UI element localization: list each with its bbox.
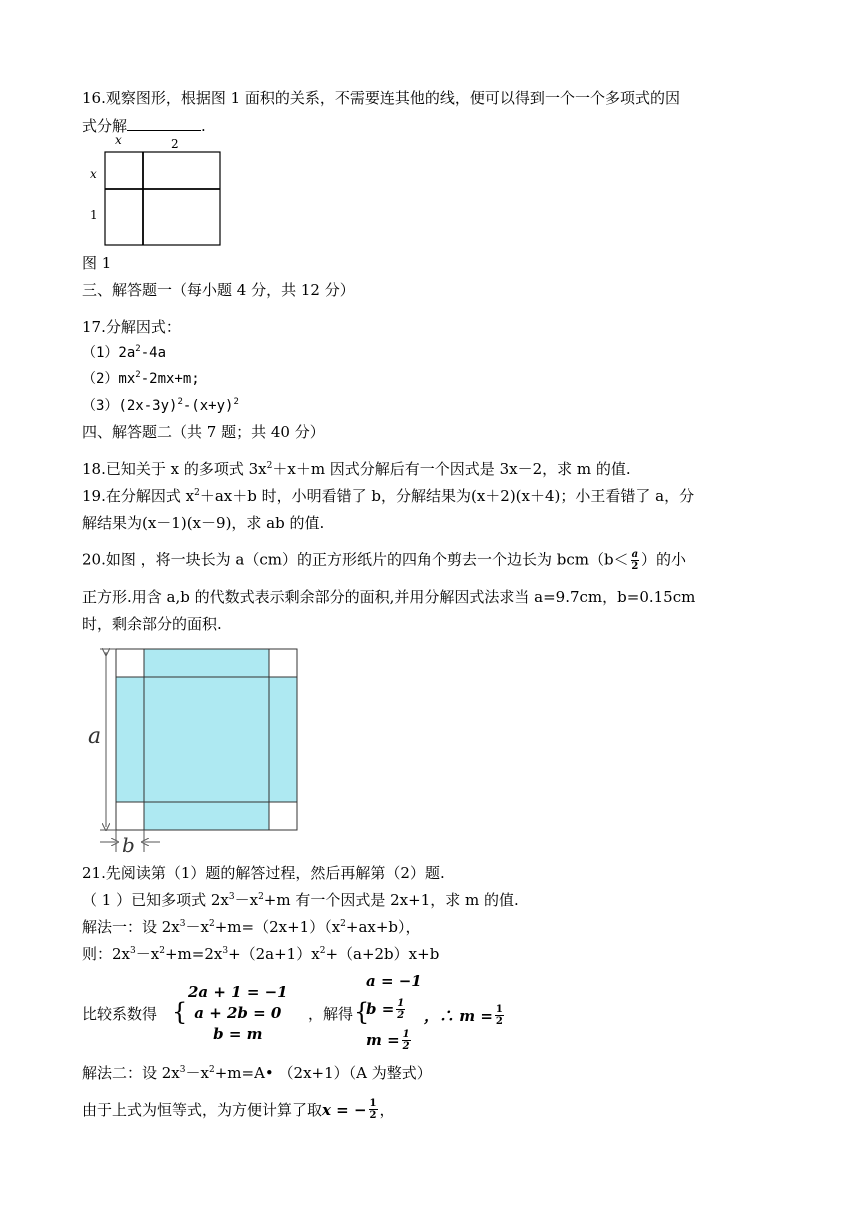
q21-l3-e: +（a+2b）x+b	[325, 945, 440, 963]
q17-p3-sup1: 2	[177, 397, 183, 407]
answer-blank	[127, 116, 201, 131]
q20-line1-b: ）的小	[641, 550, 687, 569]
q21-l2-sup2: 2	[208, 919, 215, 929]
b-frac-num: 1	[397, 997, 405, 1009]
corner-square-bottom-left	[116, 802, 144, 830]
q20-line3: 时，剩余部分的面积.	[82, 615, 222, 633]
q21-l5-c: +m=A• （2x+1）（A 为整式）	[214, 1064, 432, 1082]
q21-l3-sup1: 3	[130, 946, 136, 956]
q20-fraction	[631, 549, 639, 572]
q21-method1-line1	[82, 917, 421, 937]
q17-p3-sup2: 2	[233, 397, 239, 407]
q17-part1	[82, 343, 166, 363]
system-eq2: a + 2b = 0	[194, 1004, 282, 1022]
corner-square-top-right	[269, 649, 297, 677]
q16-line2-text: 式分解	[82, 117, 128, 135]
q21-l5-sup2: 2	[208, 1065, 215, 1075]
fig1-caption: 图 1	[82, 254, 112, 272]
fig1-outer-rect	[105, 152, 220, 245]
q21-l6-end: ，	[379, 1100, 395, 1119]
q18-a: 18.已知关于 x 的多项式 3x	[82, 460, 267, 478]
q17-p1-a: （1）2a	[82, 345, 136, 361]
q21-l2-a: 解法一：设 2x	[82, 918, 180, 936]
therefore-frac-den: 2	[495, 1016, 503, 1027]
compare-label: 比较系数得	[82, 1005, 158, 1023]
q19-a: 19.在分解因式 x	[82, 487, 195, 505]
q17-title: 17.分解因式：	[82, 318, 181, 336]
q18-text	[82, 459, 631, 479]
q21-l5-a: 解法二：设 2x	[82, 1064, 180, 1082]
q21-l2-sup3: 2	[340, 919, 346, 929]
q17-part2	[82, 369, 200, 389]
solution-a: a = −1	[366, 972, 422, 990]
fig1-left-1-label: 1	[90, 208, 98, 222]
dimension-a-label: a	[88, 724, 102, 749]
section4-heading: 四、解答题二（共 7 题；共 40 分）	[82, 423, 325, 441]
q21-l3-d: +（2a+1）x	[228, 945, 320, 963]
q17-p1-b: -4a	[140, 345, 167, 361]
q16-line2-end: .	[201, 117, 206, 135]
b-frac-den: 2	[397, 1009, 405, 1021]
q21-l3-b: －x	[135, 945, 160, 963]
q21-l6-x: x = −	[322, 1100, 367, 1119]
m-frac-den: 2	[402, 1040, 410, 1052]
solution-m	[366, 1025, 422, 1055]
therefore-frac	[495, 1004, 504, 1027]
coefficient-system	[188, 982, 288, 1045]
solution-m-frac	[402, 1029, 411, 1052]
q18-sup: 2	[266, 461, 273, 471]
q19-line2: 解结果为(x－1)(x－9)，求 ab 的值.	[82, 514, 325, 532]
q21-l2-b: －x	[185, 918, 209, 936]
q21-l1-sup1: 3	[228, 892, 235, 902]
q21-l1-b: －x	[234, 891, 259, 909]
q16-line1: 16.观察图形，根据图 1 面积的关系，不需要连其他的线，便可以得到一个一个多项式的因	[82, 89, 680, 107]
m-frac-num: 1	[402, 1028, 410, 1040]
q20-line1-a: 20.如图 ，将一块长为 a（cm）的正方形纸片的四角个剪去一个边长为 bcm（b＜	[82, 550, 629, 569]
q20-frac-den: 2	[631, 561, 639, 572]
q19-line1	[82, 486, 694, 506]
section3-heading: 三、解答题一（每小题 4 分，共 12 分）	[82, 281, 355, 299]
corner-square-top-left	[116, 649, 144, 677]
q17-p2-sup: 2	[135, 370, 141, 380]
l6-frac-num: 1	[369, 1098, 377, 1109]
q21-method1-line2	[82, 944, 439, 964]
system-eq1: 2a + 1 = −1	[188, 983, 288, 1001]
q21-l3-c: +m=2x	[164, 945, 223, 963]
q17-p2-a: （2）mx	[82, 371, 136, 387]
q21-method2-line1	[82, 1063, 432, 1083]
fig1-top-2-label: 2	[171, 137, 179, 151]
q21-l3-a: 则：2x	[82, 945, 131, 963]
left-brace-1: {	[172, 998, 188, 1026]
q17-part3	[82, 396, 239, 416]
q21-l1-sup2: 2	[258, 892, 264, 902]
fig1-left-x-label: x	[90, 167, 97, 181]
q21-l2-c: +m=（2x+1）（x	[214, 918, 341, 936]
q17-p3-b: -(x+y)	[182, 398, 234, 414]
q21-l2-sup1: 3	[179, 919, 186, 929]
solution-b-lhs: b =	[366, 1000, 395, 1018]
therefore-text: ，∴ m =	[424, 1006, 493, 1025]
q19-b: ＋ax＋b 时，小明看错了 b，分解结果为(x＋2)(x＋4)；小王看错了 a，分	[199, 487, 695, 505]
corner-square-bottom-right	[269, 802, 297, 830]
solve-label: ，解得	[308, 1005, 354, 1023]
q21-l2-d: +ax+b），	[345, 918, 421, 936]
q21-l6-frac	[369, 1098, 378, 1121]
q17-p3-a: （3）(2x-3y)	[82, 398, 178, 414]
solution-m-lhs: m =	[366, 1031, 400, 1049]
q17-p2-b: -2mx+m;	[140, 371, 200, 387]
q20-line2: 正方形.用含 a,b 的代数式表示剩余部分的面积,并用分解因式法求当 a=9.7cm，b=0.15cm	[82, 588, 696, 606]
fig1-top-x-label: x	[115, 133, 122, 147]
figure-1	[82, 130, 232, 255]
q21-part1	[82, 890, 519, 910]
q21-method2-line2	[82, 1098, 395, 1121]
l6-frac-den: 2	[369, 1110, 377, 1121]
solution-b	[366, 993, 422, 1025]
q20-line1	[82, 549, 686, 572]
dimension-b-label: b	[122, 833, 135, 855]
q21-l5-b: －x	[185, 1064, 209, 1082]
left-brace-2: {	[354, 998, 370, 1026]
q19-sup: 2	[194, 488, 200, 498]
therefore-line	[424, 1004, 506, 1027]
q21-l6-a: 由于上式为恒等式，为方便计算了取	[82, 1100, 323, 1119]
q21-l3-sup2: 2	[159, 946, 165, 956]
q21-l3-sup3: 3	[222, 946, 229, 956]
figure-square-paper	[82, 640, 312, 855]
q21-l1-c: +m 有一个因式是 2x+1，求 m 的值.	[263, 891, 519, 909]
q17-p1-sup: 2	[135, 344, 141, 354]
q18-b: ＋x＋m 因式分解后有一个因式是 3x－2，求 m 的值.	[272, 460, 631, 478]
solution-b-frac	[396, 998, 405, 1021]
q21-title: 21.先阅读第（1）题的解答过程，然后再解第（2）题.	[82, 864, 445, 882]
therefore-frac-num: 1	[495, 1004, 503, 1015]
q21-l3-sup4: 2	[319, 946, 326, 956]
solution-system	[366, 972, 422, 1055]
system-eq3: b = m	[213, 1025, 263, 1043]
q21-l5-sup1: 3	[179, 1065, 186, 1075]
q20-frac-num: a	[631, 549, 639, 560]
q21-l1-a: （ 1 ）已知多项式 2x	[82, 891, 229, 909]
